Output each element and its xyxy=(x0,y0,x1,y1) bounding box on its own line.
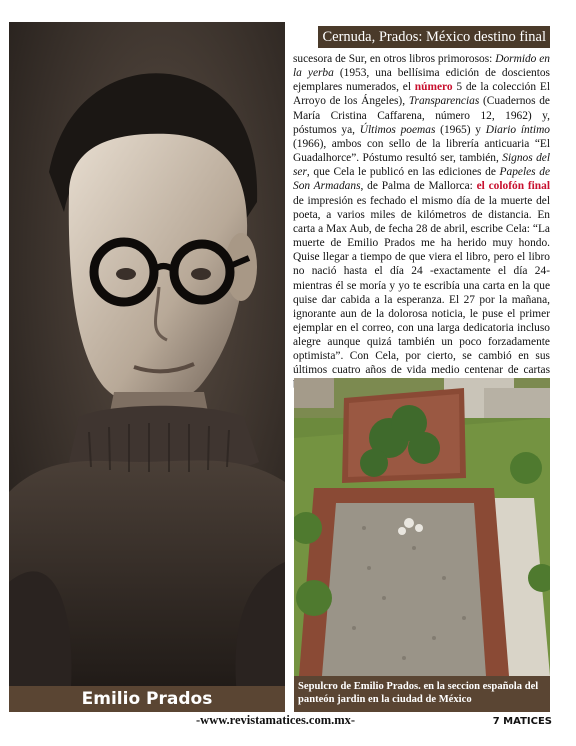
italic-title: Diario íntimo xyxy=(485,123,550,136)
grave-image xyxy=(294,378,550,676)
article-body xyxy=(293,52,550,392)
body-text-run: de impresión es fechado el mismo día de la muerte del poeta, a varios miles de kilómetros de distancia. En carta a Max Aub, de fecha 28 de abril, escribe Cela: “La muerte de Emilio Prados me ha herido muy hondo. Quise llegar a tiempo de que viera el libro, pero el libro no nació hasta el día 24 -exactamente el día 24- mientras él se moría y yo te escribía una carta en la que quise dar cabida a la esperanza. El 27 por la mañana, ignorante aun de la dolorosa noticia, le puse el primer ejemplar en el correo, con una larga dedicatoria incluso alegre aunque quizá también un poco forzadamente optimista”. Con Cela, por cierto, se cambió en sus últimos cuatro años de vida medio centenar de cartas xyxy=(293,194,550,377)
grave-photo xyxy=(294,378,550,676)
portrait-photo xyxy=(9,22,285,712)
grave-caption: Sepulcro de Emilio Prados. en la seccion española del panteón jardin en la ciudad de México xyxy=(294,676,550,712)
italic-title: Últimos poemas xyxy=(359,123,436,136)
article-title-banner: Cernuda, Prados: México destino final xyxy=(318,26,550,48)
highlight-link: el colofón final xyxy=(476,180,550,193)
italic-title: Transparencias xyxy=(408,95,480,108)
body-text-run: , de Palma de Mallorca: xyxy=(360,180,477,193)
italic-title: Papeles de Son Armadans xyxy=(293,166,551,193)
body-paragraph xyxy=(293,52,550,392)
body-text-run: sucesora de Sur, en otros libros primorosos: xyxy=(293,53,496,65)
italic-title: Signos del ser xyxy=(293,152,550,179)
body-text-run: , que Cela le publicó en las ediciones de xyxy=(306,166,500,179)
page-number: 7 MATICES xyxy=(492,716,552,727)
body-text-run: (1966), ambos con sello de la librería anticuaria “El Guadalhorce”. Póstumo resultó ser, también, xyxy=(293,137,550,165)
body-text-run: 5 de la colección El Arroyo de los Ángeles), xyxy=(293,81,550,108)
italic-title: Dormido en la yerba xyxy=(293,53,550,80)
footer-website: -www.revistamatices.com.mx- xyxy=(196,713,356,727)
body-text-run: (1953, una bellísima edición de doscientos ejemplares numerados, el xyxy=(293,67,550,94)
body-text-run: (1965) y xyxy=(435,123,486,136)
body-text-run: (Cuadernos de María Cristina Caffarena, número 12, 1962) y, póstumos ya, xyxy=(293,95,550,136)
highlight-link: número xyxy=(414,81,453,94)
portrait-image xyxy=(9,22,285,712)
portrait-caption: Emilio Prados xyxy=(9,686,285,712)
